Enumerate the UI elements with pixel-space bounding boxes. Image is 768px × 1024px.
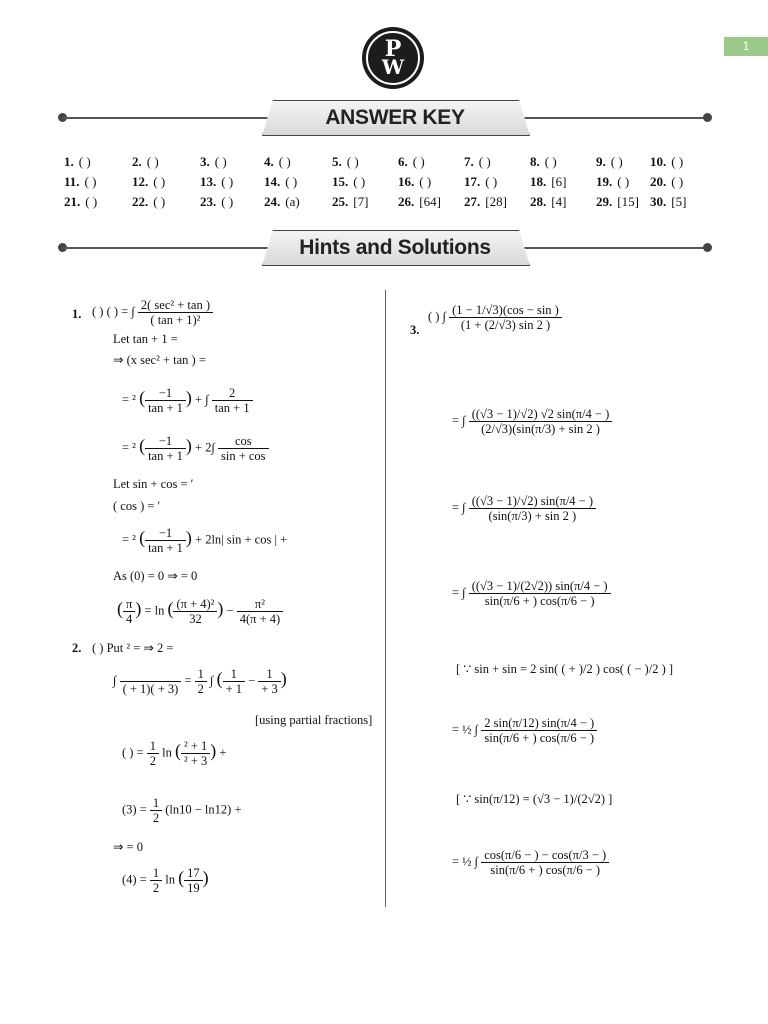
answer-key-cell: 14. ( ): [264, 174, 298, 189]
q1-let2: Let sin + cos = ′: [113, 477, 194, 491]
hints-right-line: [522, 247, 708, 249]
banner-right-dot: [703, 113, 712, 122]
q2-note: [using partial fractions]: [255, 713, 373, 727]
answer-key-row: [62, 154, 712, 172]
answer-key-row: [62, 174, 712, 192]
answer-key-cell: 7. ( ): [464, 154, 491, 169]
answer-key-cell: 8. ( ): [530, 154, 557, 169]
hints-title: Hints and Solutions: [299, 236, 491, 259]
q2-implies: ⇒ = 0: [113, 840, 144, 854]
answer-key-cell: 15. ( ): [332, 174, 366, 189]
q3-step3: = ∫ $\frac{((√3 - 1)/(2√2)) \sin(\pi/4 - )}{\sin(\pi/6 + ) \cos(\pi/6 - )}$: [452, 579, 611, 608]
answer-key-cell: 10. ( ): [650, 154, 684, 169]
q2-f4: (4) = $\frac{1}{2}$ ln ( $\frac{17}{19}$ ): [122, 866, 209, 895]
q1-as: As (0) = 0 ⇒ = 0: [113, 569, 198, 583]
banner-left-line: [62, 117, 268, 119]
q1-eq3: = ² ( $\frac{-1}{\tan + 1}$ ) + 2ln| sin + cos | +: [122, 526, 288, 555]
q2-f3: (3) = $\frac{1}{2}$ (ln10 − ln12) +: [122, 796, 242, 825]
q2-head: ( ) Put ² = ⇒ 2 =: [92, 641, 174, 655]
pw-logo: P W: [362, 27, 424, 89]
q2-f: ( ) = $\frac{1}{2}$ ln ( $\frac{\text{² + 1}}{\text{² + 3}}$ ) +: [122, 739, 227, 768]
q3-step1: = ∫ $\frac{((√3 - 1)/√2) √2 \sin(\pi/4 - )}{(2/√3)(\sin(\pi/3) + \sin 2 )}$: [452, 407, 612, 436]
sum-identity: [ ∵ sin + sin = 2 sin( ( + )/2 ) cos( ( − )/2 ) ]: [456, 662, 674, 676]
answer-key-cell: 6. ( ): [398, 154, 425, 169]
answer-key-cell: 26. [64]: [398, 194, 441, 209]
q1-let3: ( cos ) = ′: [113, 499, 161, 513]
answer-key-cell: 11. ( ): [64, 174, 97, 189]
answer-key-cell: 5. ( ): [332, 154, 359, 169]
answer-key-cell: 13. ( ): [200, 174, 234, 189]
q2-integral: ∫ ( + 1)( + 3) = $\frac{1}{2}$ ∫ ( $\frac{1}{+ 1}$ − $\frac{1}{+ 3}$ ): [113, 667, 287, 696]
answer-key-cell: 29. [15]: [596, 194, 639, 209]
answer-key-row: [62, 194, 712, 212]
answer-key-cell: 28. [4]: [530, 194, 567, 209]
hints-left-line: [62, 247, 268, 249]
answer-key-cell: 17. ( ): [464, 174, 498, 189]
banner-right-line: [522, 117, 708, 119]
q1-eq2: = ² ( $\frac{-1}{\tan + 1}$ ) + 2∫ $\frac{\cos}{\sin + \cos}$: [122, 434, 269, 463]
sin-pi12-identity: [ ∵ sin(π/12) = (√3 − 1)/(2√2) ]: [456, 792, 613, 806]
answer-key-cell: 30. [5]: [650, 194, 687, 209]
answer-key-cell: 25. [7]: [332, 194, 369, 209]
answer-key-cell: 18. [6]: [530, 174, 567, 189]
q3-step2: = ∫ $\frac{((√3 - 1)/√2) \sin(\pi/4 - )}{(\sin(\pi/3) + \sin 2 )}$: [452, 494, 596, 523]
answer-key-cell: 24. (a): [264, 194, 300, 209]
answer-key-cell: 22. ( ): [132, 194, 166, 209]
answer-key-cell: 16. ( ): [398, 174, 432, 189]
answer-key-cell: 23. ( ): [200, 194, 234, 209]
answer-key-cell: 27. [28]: [464, 194, 507, 209]
q3-step5: = ½ ∫ $\frac{\cos(\pi/6 - ) - \cos(\pi/3 - )}{\sin(\pi/6 + ) \cos(\pi/6 - )}$: [452, 848, 609, 877]
q1-number: 1.: [72, 307, 82, 321]
column-divider: [385, 290, 386, 907]
answer-key-cell: 19. ( ): [596, 174, 630, 189]
q2-number: 2.: [72, 641, 82, 655]
answer-key-title: ANSWER KEY: [325, 106, 465, 129]
q1-implies1: ⇒ (x sec² + tan ) =: [113, 353, 206, 367]
q3-head: ( ) ∫ $\frac{(1 - 1/√3)(\cos - \sin )}{(1 + (2/√3) \sin 2 )}$: [428, 303, 562, 332]
q1-head: ( ) ( ) = ∫ $\frac{\text{2( sec² + tan )}}{\text{( tan + 1)²}}$: [92, 298, 213, 327]
answer-key-cell: 3. ( ): [200, 154, 227, 169]
q3-step4: = ½ ∫ $\frac{2 \sin(\pi/12) \sin(\pi/4 - )}{\sin(\pi/6 + ) \cos(\pi/6 - )}$: [452, 716, 597, 745]
page-number: 1: [724, 37, 768, 56]
answer-key-cell: 9. ( ): [596, 154, 623, 169]
answer-key-cell: 1. ( ): [64, 154, 91, 169]
answer-key-cell: 2. ( ): [132, 154, 159, 169]
q1-result: ( $\frac{\pi}{4}$ ) = ln ( $\frac{\text{(π + 4)²}}{32}$ ) − $\frac{\text{π²}}{4(\pi + 4)}$: [117, 597, 283, 626]
answer-key-cell: 4. ( ): [264, 154, 291, 169]
answer-key-cell: 12. ( ): [132, 174, 166, 189]
q3-number: 3.: [410, 323, 420, 337]
answer-key-cell: 21. ( ): [64, 194, 98, 209]
q1-eq1: = ² ( $\frac{-1}{\tan + 1}$ ) + ∫ $\frac{2}{\tan + 1}$: [122, 386, 253, 415]
hints-right-dot: [703, 243, 712, 252]
q1-let1: Let tan + 1 =: [113, 332, 178, 346]
answer-key-cell: 20. ( ): [650, 174, 684, 189]
